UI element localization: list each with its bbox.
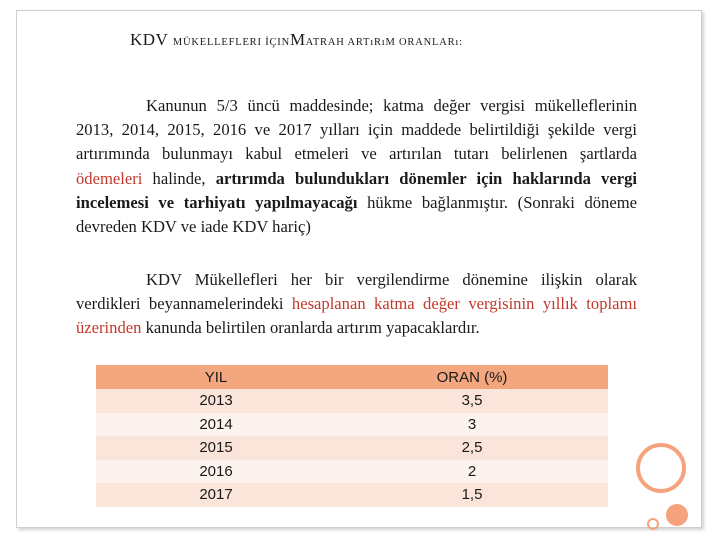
rate-table <box>96 365 608 507</box>
para1-bold-text: artırımda bulundukları dönemler için haklarında vergi incelemesi ve tarhiyatı yapılmayacağı <box>76 168 637 212</box>
para2-red-text: hesaplanan katma değer vergisinin yıllık toplamı üzerinden <box>76 294 637 338</box>
rate-cell: 3 <box>336 413 608 437</box>
rate-cell: 2 <box>336 460 608 484</box>
para2-text-1: KDV Mükellefleri her bir vergilendirme dönemine ilişkin olarak verdikleri beyannamelerindeki <box>76 270 637 314</box>
year-cell: 2013 <box>96 389 336 413</box>
title-kdv: KDV <box>130 30 169 49</box>
year-cell: 2017 <box>96 483 336 507</box>
slide-title <box>130 30 463 50</box>
paragraph-2 <box>76 268 637 341</box>
title-mukellefleri: MÜKELLEFLERI İÇIN <box>172 37 290 48</box>
table-row <box>96 483 608 507</box>
para1-text-2: halinde, <box>142 168 216 188</box>
year-cell: 2016 <box>96 460 336 484</box>
title-m: M <box>289 30 306 49</box>
rate-cell: 3,5 <box>336 389 608 413</box>
table-row <box>96 413 608 437</box>
header-oran: ORAN (%) <box>336 365 608 389</box>
filled-circle-icon <box>666 504 688 526</box>
para1-text-3: hükme bağlanmıştır. (Sonraki döneme devreden KDV ve iade KDV hariç) <box>76 192 637 237</box>
table-row <box>96 436 608 460</box>
para1-text-1: Kanunun 5/3 üncü maddesinde; katma değer vergisi mükelleflerinin 2013, 2014, 2015, 2016 ve 2017 yılları için maddede belirtildiği şekilde vergi artırımında bulunmayı kabul etmeleri ve artırılan tutarı belirlenen şartlarda <box>76 96 637 164</box>
header-yil: YIL <box>96 365 336 389</box>
paragraph-1 <box>76 94 637 239</box>
table-row <box>96 389 608 413</box>
rate-cell: 2,5 <box>336 436 608 460</box>
small-ring-icon <box>647 518 659 530</box>
table-header-row <box>96 365 608 389</box>
ring-circle-icon <box>636 443 686 493</box>
table-row <box>96 460 608 484</box>
year-cell: 2014 <box>96 413 336 437</box>
para1-red-text: ödemeleri <box>76 168 143 188</box>
title-rest: ATRAH ARTıRıM ORANLARı: <box>305 37 463 48</box>
para2-text-2: kanunda belirtilen oranlarda artırım yapacaklardır. <box>141 318 480 338</box>
year-cell: 2015 <box>96 436 336 460</box>
rate-cell: 1,5 <box>336 483 608 507</box>
